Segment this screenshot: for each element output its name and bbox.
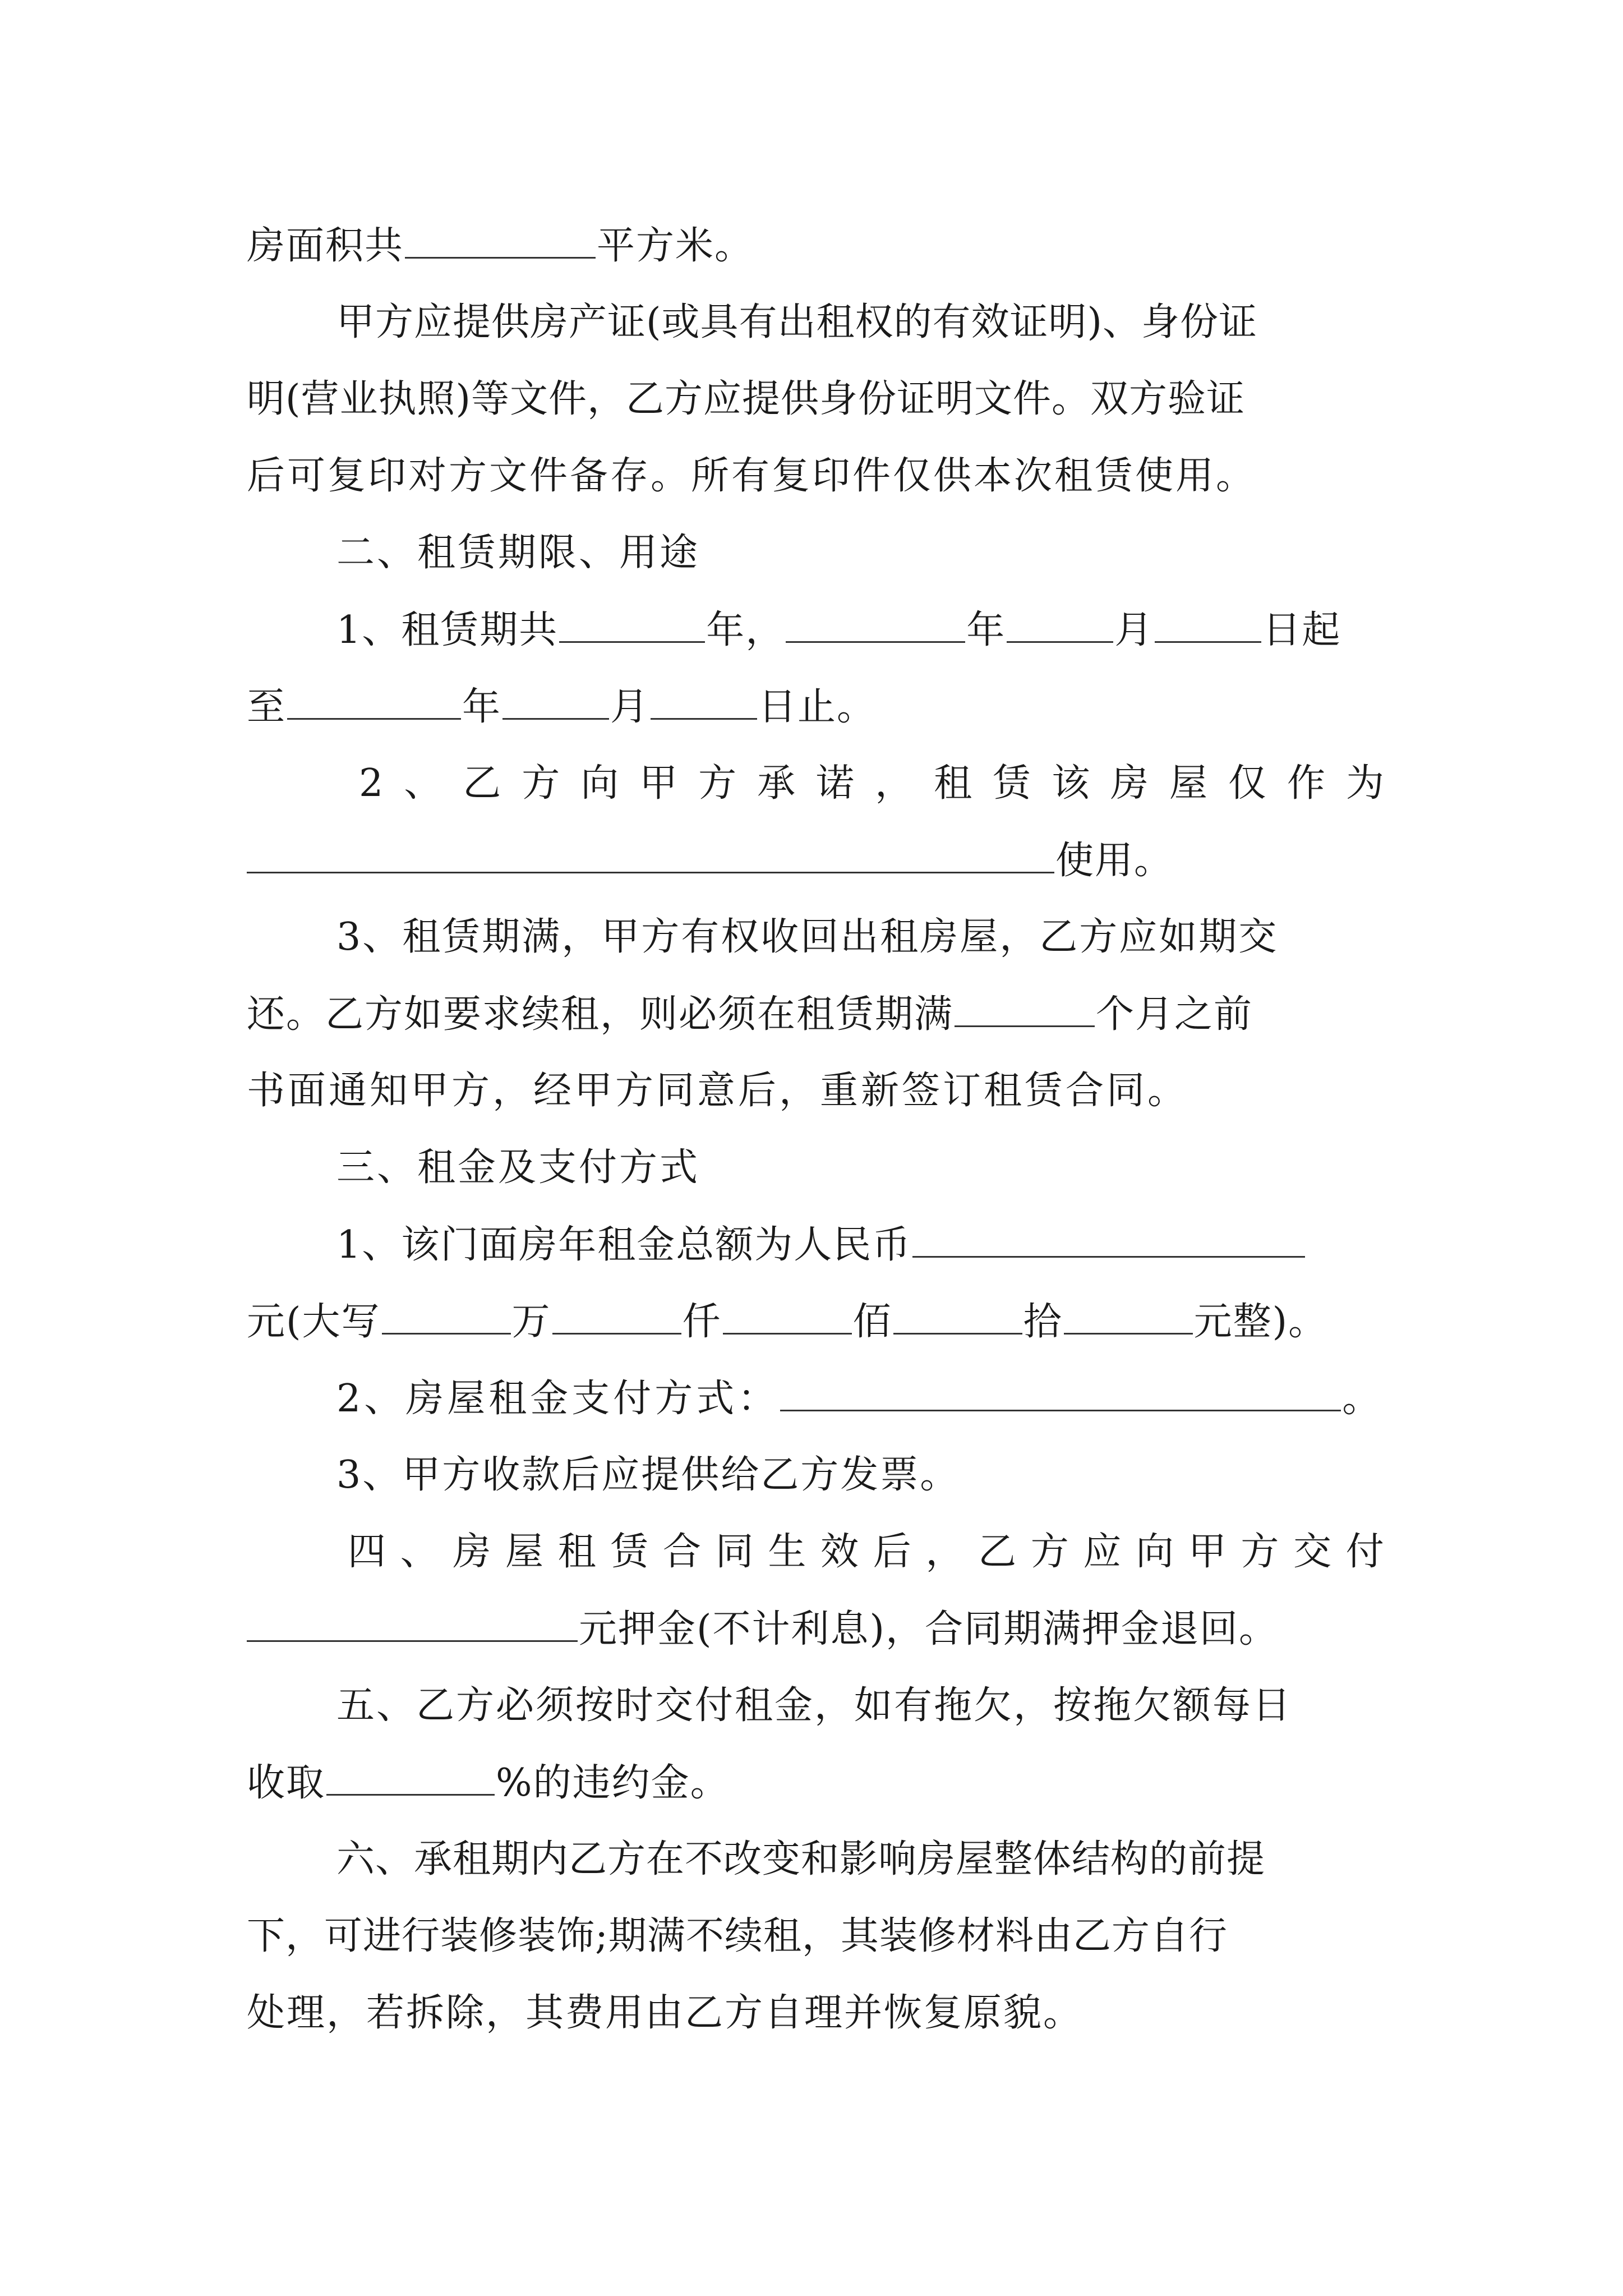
text-segment: %的违约金。 [496,1761,730,1805]
section-heading-2 [336,525,1475,581]
text-char: 付 [1345,1530,1385,1574]
text-line-24 [247,1985,1385,2041]
text-line-17 [336,1447,1475,1503]
text-segment: 年 [966,608,1006,652]
text-line-3 [247,371,1385,427]
text-segment: 日止。 [758,685,877,729]
text-char: 后 [873,1530,912,1574]
fill-blank-start-month [1007,602,1113,643]
text-char: 房 [453,1530,492,1574]
text-char: 屋 [1169,761,1209,806]
fill-blank-area [405,218,596,259]
text-char: 为 [1345,761,1385,806]
fill-blank-end-year [287,679,461,720]
text-char: 甲 [639,761,679,806]
text-segment: 处理，若拆除，其费用由乙方自理并恢复原貌。 [247,1991,1083,2035]
text-line-11 [247,986,1385,1043]
text-segment: 五、乙方必须按时交付租金，如有拖欠，按拖欠额每日 [336,1683,1293,1728]
text-char: 生 [768,1530,808,1574]
fill-blank-deposit [247,1601,578,1642]
text-char: 向 [580,761,620,806]
text-segment: 万 [511,1300,551,1344]
text-line-19 [247,1601,1385,1658]
fill-blank-notice-months [955,986,1095,1027]
text-segment: 3、租赁期满，甲方有权收回出租房屋，乙方应如期交 [336,915,1279,959]
text-char: 向 [1136,1530,1175,1574]
text-segment: 甲方应提供房产证(或具有出租权的有效证明)、身份证 [336,300,1258,344]
text-char: 赁 [610,1530,650,1574]
fill-blank-yuan [1064,1294,1193,1335]
text-line-10 [336,909,1385,965]
fill-blank-rent-amount [912,1217,1305,1258]
text-line-9 [247,832,1385,889]
text-char: 租 [557,1530,597,1574]
text-char: 作 [1287,761,1327,806]
text-segment: 3、甲方收款后应提供给乙方发票。 [336,1453,960,1497]
text-segment: 日起 [1262,608,1341,652]
text-segment: 。 [1342,1377,1382,1421]
text-segment: 月 [1114,608,1154,652]
text-char: 效 [820,1530,860,1574]
text-segment: 仟 [682,1300,722,1344]
text-char: 方 [522,761,561,806]
fill-blank-years [559,602,705,643]
text-char: 承 [757,761,797,806]
text-char: ， [875,761,915,806]
text-char: 乙 [463,761,502,806]
text-line-1 [247,218,1385,274]
text-line-18 [348,1524,1385,1580]
text-segment: 下，可进行装修装饰;期满不续租，其装修材料由乙方自行 [247,1914,1228,1958]
heading-text: 二、租赁期限、用途 [336,531,700,575]
text-segment: 年 [462,685,502,729]
text-char: 租 [934,761,974,806]
text-segment: 拾 [1023,1300,1063,1344]
text-segment: 年， [706,608,785,652]
text-line-22 [336,1832,1385,1888]
text-segment: 1、该门面房年租金总额为人民币 [336,1223,912,1267]
text-segment: 还。乙方如要求续租，则必须在租赁期满 [247,992,954,1037]
text-char: ， [925,1530,965,1574]
text-line-6 [336,602,1385,659]
text-line-16 [336,1370,1385,1427]
text-line-2 [336,295,1385,351]
fill-blank-end-month [502,679,609,720]
text-char: 合 [663,1530,703,1574]
section-heading-3 [336,1140,1475,1196]
text-line-21 [247,1755,1385,1811]
fill-blank-payment-method [780,1370,1341,1411]
text-segment: 至 [247,685,287,729]
heading-text: 三、租金及支付方式 [336,1145,700,1190]
text-line-8 [359,756,1385,812]
text-char: 房 [1110,761,1150,806]
text-segment: 六、承租期内乙方在不改变和影响房屋整体结构的前提 [336,1837,1266,1881]
text-segment: 2、房屋租金支付方式： [336,1377,780,1421]
text-segment: 元押金(不计利息)，合同期满押金退回。 [579,1607,1279,1651]
text-char: 应 [1083,1530,1123,1574]
text-char: 、 [404,761,444,806]
text-char: 、 [400,1530,440,1574]
fill-blank-wan [382,1294,511,1335]
text-char: 该 [1052,761,1091,806]
text-char: 乙 [978,1530,1018,1574]
text-line-20 [336,1678,1385,1734]
text-segment: 元(大写 [247,1300,381,1344]
text-char: 方 [1030,1530,1070,1574]
text-line-14 [336,1217,1385,1273]
text-segment: 后可复印对方文件备存。所有复印件仅供本次租赁使用。 [247,454,1257,498]
fill-blank-shi [893,1294,1022,1335]
fill-blank-penalty-rate [326,1755,495,1796]
text-segment: 明(营业执照)等文件，乙方应提供身份证明文件。双方验证 [247,377,1246,421]
text-char: 赁 [993,761,1032,806]
text-segment: 佰 [852,1300,892,1344]
fill-blank-end-day [651,679,757,720]
text-segment: 月 [610,685,650,729]
text-line-12 [247,1063,1385,1119]
text-char: 同 [715,1530,755,1574]
text-char: 诺 [816,761,856,806]
text-segment: 使用。 [1055,839,1174,883]
text-char: 仅 [1228,761,1268,806]
text-segment: 元整)。 [1193,1300,1328,1344]
text-segment: 个月之前 [1096,992,1253,1037]
text-char: 甲 [1188,1530,1228,1574]
text-line-7 [247,679,1385,735]
text-char: 交 [1293,1530,1333,1574]
text-segment: 收取 [247,1761,326,1805]
text-char: 屋 [505,1530,545,1574]
text-char: 方 [1241,1530,1280,1574]
fill-blank-start-year [786,602,965,643]
text-line-23 [247,1908,1385,1964]
text-segment: 房面积共 [247,224,404,268]
text-segment: 书面通知甲方，经甲方同意后，重新签订租赁合同。 [247,1069,1189,1113]
fill-blank-bai [723,1294,852,1335]
text-char: 四 [348,1530,388,1574]
text-char: 方 [698,761,738,806]
text-line-15 [247,1294,1385,1350]
fill-blank-start-day [1155,602,1261,643]
fill-blank-qian [552,1294,681,1335]
text-segment: 平方米。 [597,224,754,268]
text-segment: 1、租赁期共 [336,608,559,652]
text-char: 2 [359,761,385,806]
fill-blank-purpose [247,832,1054,873]
text-line-4 [247,448,1385,504]
